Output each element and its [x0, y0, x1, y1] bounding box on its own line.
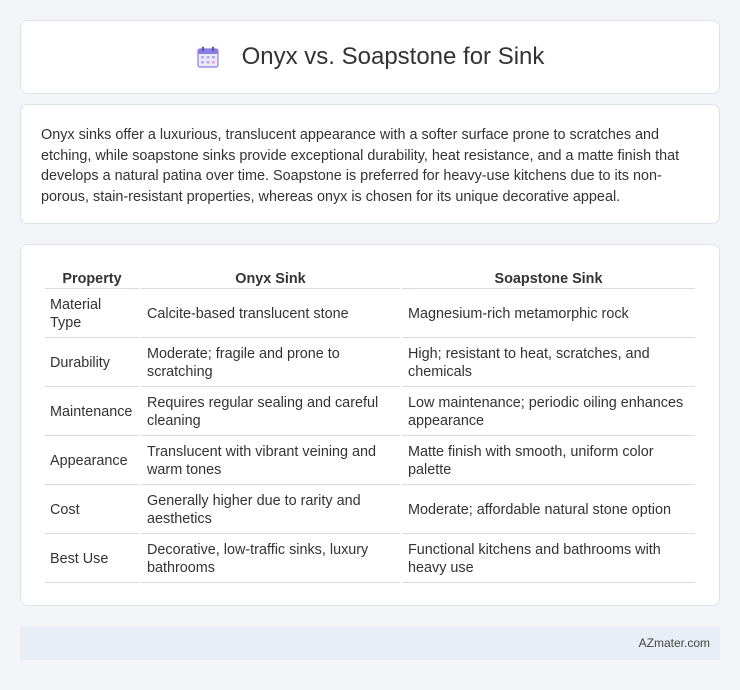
row-soapstone-value: Moderate; affordable natural stone option — [402, 487, 695, 534]
comparison-table — [43, 265, 697, 585]
row-onyx-value: Moderate; fragile and prone to scratching — [141, 340, 400, 387]
table-row — [45, 340, 695, 387]
row-property: Material Type — [45, 291, 139, 338]
row-property: Maintenance — [45, 389, 139, 436]
row-onyx-value: Generally higher due to rarity and aesthetics — [141, 487, 400, 534]
comparison-card — [20, 244, 720, 606]
row-soapstone-value: Magnesium-rich metamorphic rock — [402, 291, 695, 338]
row-soapstone-value: High; resistant to heat, scratches, and chemicals — [402, 340, 695, 387]
table-header-row — [45, 267, 695, 289]
intro-paragraph: Onyx sinks offer a luxurious, translucent appearance with a softer surface prone to scratches and etching, while soapstone sinks provide exceptional durability, heat resistance, and a matte finish that develops a natural patina over time. Soapstone is preferred for heavy-use kitchens due to its non-porous, stain-resistant properties, whereas onyx is chosen for its unique decorative appeal. — [41, 127, 680, 205]
table-row — [45, 438, 695, 485]
row-property: Durability — [45, 340, 139, 387]
table-row — [45, 536, 695, 583]
row-onyx-value: Requires regular sealing and careful cleaning — [141, 389, 400, 436]
row-onyx-value: Translucent with vibrant veining and warm tones — [141, 438, 400, 485]
header-soapstone-sink: Soapstone Sink — [402, 267, 695, 289]
row-property: Best Use — [45, 536, 139, 583]
row-soapstone-value: Matte finish with smooth, uniform color palette — [402, 438, 695, 485]
title-card — [20, 20, 720, 94]
row-onyx-value: Decorative, low-traffic sinks, luxury bathrooms — [141, 536, 400, 583]
footer-bar — [20, 626, 720, 660]
calendar-icon — [196, 45, 220, 69]
footer-brand: AZmater.com — [638, 636, 710, 650]
table-row — [45, 389, 695, 436]
row-soapstone-value: Functional kitchens and bathrooms with heavy use — [402, 536, 695, 583]
row-soapstone-value: Low maintenance; periodic oiling enhances appearance — [402, 389, 695, 436]
row-property: Appearance — [45, 438, 139, 485]
table-row — [45, 291, 695, 338]
intro-card — [20, 104, 720, 224]
row-property: Cost — [45, 487, 139, 534]
row-onyx-value: Calcite-based translucent stone — [141, 291, 400, 338]
page-title: Onyx vs. Soapstone for Sink — [241, 43, 545, 70]
header-property: Property — [45, 267, 139, 289]
table-row — [45, 487, 695, 534]
header-onyx-sink: Onyx Sink — [141, 267, 400, 289]
